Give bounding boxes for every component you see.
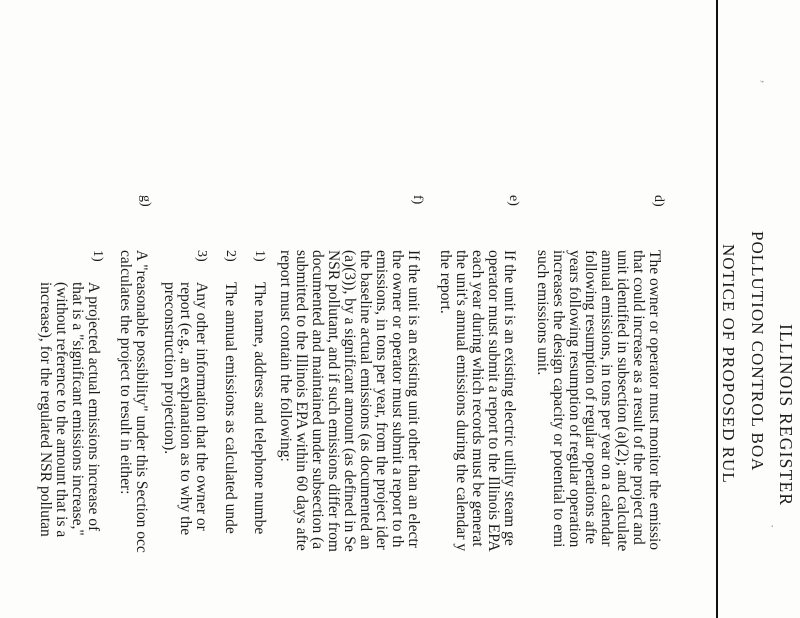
- section-e-line: each year during which records must be generat: [469, 250, 486, 547]
- scan-speck: ,: [759, 80, 774, 84]
- section-e-line: the report.: [437, 250, 454, 314]
- scan-speck: ·: [765, 524, 780, 529]
- section-f-item-line: The annual emissions as calculated unde: [222, 282, 239, 534]
- section-f-item-label: 3): [194, 250, 209, 262]
- board-title: POLLUTION CONTROL BOA: [748, 231, 767, 472]
- section-f-item-line: preconstruction projection).: [161, 282, 178, 455]
- section-f-line: emissions, in tons per year, from the project ider: [373, 250, 390, 550]
- section-d-line: increases the design capacity or potential to emi: [550, 250, 567, 548]
- section-g-item-line: (without reference to the amount that is a: [53, 282, 70, 538]
- section-g-item-line: A projected actual emissions increase of: [85, 282, 102, 532]
- section-f-line: the owner or operator must submit a report to th: [389, 250, 406, 548]
- section-f-item-line: Any other information that the owner or: [193, 282, 210, 531]
- section-d-label: d): [651, 195, 666, 207]
- section-f-item-label: 2): [223, 250, 238, 262]
- section-d-line: years following resumption of regular operation: [566, 250, 583, 548]
- section-f-label: f): [410, 195, 425, 205]
- section-d-line: unit identified in subsection (a)(2); and calculate: [614, 250, 631, 552]
- section-f-line: NSR pollutant, and if such emissions differ from: [325, 250, 342, 552]
- section-d-line: that could increase as a result of the project and: [630, 250, 647, 545]
- section-g-label: g): [138, 195, 153, 207]
- section-d-line: following resumption of regular operations afte: [582, 250, 599, 544]
- section-g-item-line: increase), for the regulated NSR pollutan: [37, 282, 54, 537]
- section-f-line: documented and maintained under subsection (a: [309, 250, 326, 550]
- header-rule: [716, 0, 718, 618]
- section-f-line: (a)(3)), by a significant amount (as defined in Se: [341, 250, 358, 552]
- notice-title: NOTICE OF PROPOSED RUL: [719, 244, 738, 484]
- section-e-label: e): [506, 195, 521, 206]
- section-g-item-label: 1): [90, 250, 105, 262]
- section-f-line: the baseline actual emissions (as documented an: [357, 250, 374, 550]
- section-f-line: report must contain the following:: [277, 250, 294, 462]
- section-d-line: such emissions unit.: [534, 250, 551, 376]
- section-g-line: A "reasonable possibility" under this Section occ: [133, 250, 150, 553]
- register-title: ILLINOIS REGISTER: [776, 324, 796, 507]
- section-d-line: The owner or operator must monitor the emissio: [646, 250, 663, 551]
- section-g-item-line: that is a "significant emissions increase,": [69, 282, 86, 536]
- section-f-line: submitted to the Illinois EPA within 60 days afte: [293, 250, 310, 551]
- section-d-line: annual emissions, in tons per year on a calendar: [598, 250, 615, 547]
- section-e-line: operator must submit a report to the Illinois EPA: [485, 250, 502, 552]
- section-f-item-label: 1): [252, 250, 267, 262]
- section-g-line: calculates the project to result in either:: [117, 250, 134, 495]
- section-e-line: If the unit is an existing electric utility steam ge: [501, 250, 518, 546]
- section-f-item-line: report (e.g., an explanation as to why the: [177, 282, 194, 536]
- section-f-item-line: The name, address and telephone numbe: [251, 282, 268, 535]
- section-f-line: If the unit is an existing unit other than an electr: [405, 250, 422, 548]
- section-e-line: the unit's annual emissions during the calendar y: [453, 250, 470, 552]
